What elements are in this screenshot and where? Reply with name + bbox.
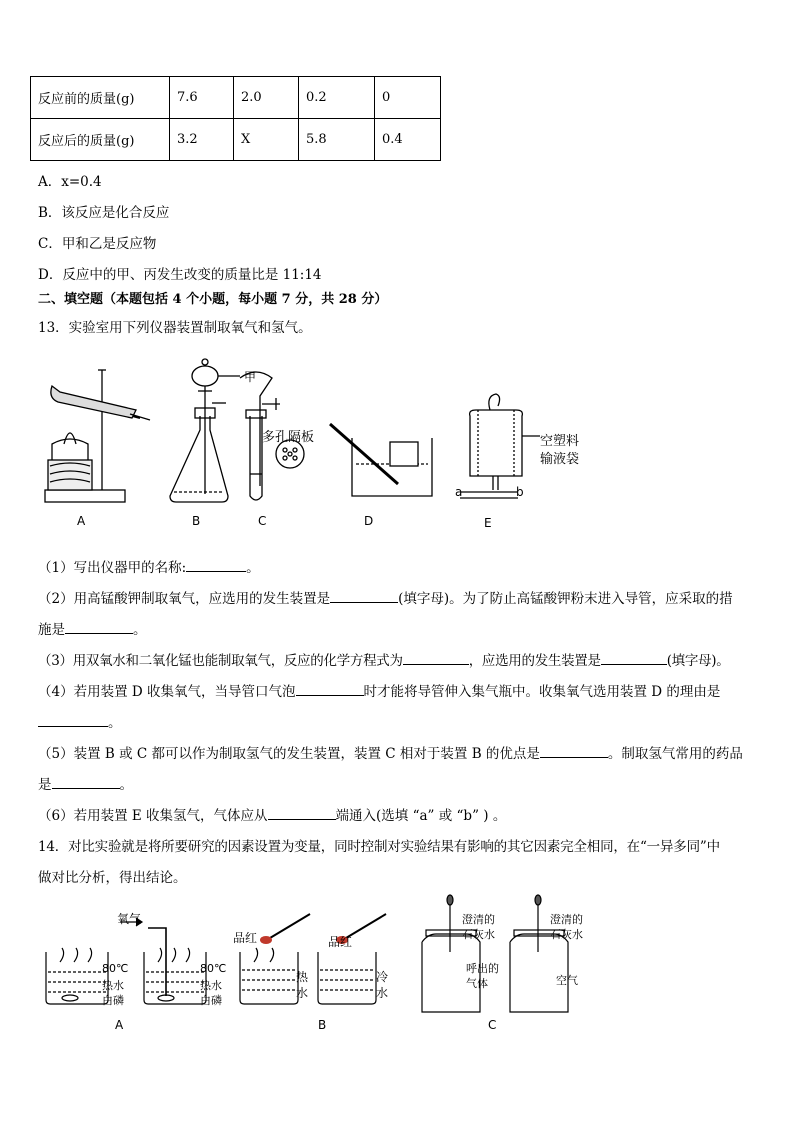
fig-label-temp-a: 80℃: [102, 962, 129, 975]
answer-blank[interactable]: [38, 714, 108, 727]
answer-blank[interactable]: [601, 652, 667, 665]
answer-blank[interactable]: [268, 807, 336, 820]
table-cell: 0.4: [375, 119, 441, 161]
fig-label-porous: 多孔隔板: [262, 430, 315, 445]
fig-label-pinhong-2: 品红: [328, 935, 353, 949]
text: 。: [119, 777, 133, 793]
fig-label-bag1: 空塑料: [540, 434, 580, 449]
answer-blank[interactable]: [540, 745, 608, 758]
q13-part4-cont: [38, 711, 122, 731]
table-cell: 反应后的质量(g): [31, 119, 170, 161]
table-cell: 5.8: [299, 119, 375, 161]
fig-label-e: E: [484, 516, 492, 530]
fig-label-pinhong-1: 品红: [233, 931, 258, 945]
option-b: B．该反应是化合反应: [38, 205, 170, 221]
fig-label-lime-1a: 澄清的: [462, 913, 495, 926]
answer-blank[interactable]: [186, 559, 246, 572]
q13-part1: [38, 556, 260, 576]
q13-stem: 13．实验室用下列仪器装置制取氧气和氢气。: [38, 320, 312, 336]
fig-label-hotwater-a: 热水: [102, 979, 124, 992]
option-d: D．反应中的甲、丙发生改变的质量比是 11:14: [38, 267, 322, 283]
text: 。: [108, 715, 122, 731]
q13-part6: [38, 804, 506, 824]
fig-label-jia: 甲: [244, 370, 257, 384]
table-cell: 0: [375, 77, 441, 119]
fig-label-b-port: b: [516, 485, 524, 499]
table-cell: 反应前的质量(g): [31, 77, 170, 119]
q14-stem-line2: 做对比分析，得出结论。: [38, 870, 187, 886]
table-cell: 3.2: [170, 119, 234, 161]
fig-label-a: A: [77, 514, 86, 528]
answer-blank[interactable]: [403, 652, 469, 665]
answer-blank[interactable]: [52, 776, 120, 789]
text: 施是: [38, 622, 65, 638]
fig-label-hot-water: 水: [296, 986, 309, 1000]
option-a: A．x=0.4: [38, 174, 102, 190]
fig-label-q14-a: A: [115, 1018, 124, 1032]
q14-stem-line1: 14．对比实验就是将所要研究的因素设置为变量，同时控制对实验结果有影响的其它因素完全相同，在“一异多同”中: [38, 839, 720, 855]
text: 。: [246, 560, 260, 576]
fig-label-q14-c: C: [488, 1018, 497, 1032]
fig-label-c: C: [258, 514, 267, 528]
section-heading: 二、填空题（本题包括 4 个小题，每小题 7 分，共 28 分）: [38, 292, 388, 307]
text: (填字母)。为了防止高锰酸钾粉末进入导管，应采取的措: [398, 591, 733, 607]
q13-part5-cont: [38, 773, 133, 793]
fig-label-d: D: [364, 514, 374, 528]
q13-part3: [38, 649, 729, 669]
q13-part5: [38, 742, 743, 762]
fig-label-b: B: [192, 514, 201, 528]
text: 。: [133, 622, 147, 638]
fig-label-exhaled-1: 呼出的: [466, 962, 499, 975]
answer-blank[interactable]: [296, 683, 364, 696]
fig-label-lime-2b: 石灰水: [550, 928, 583, 941]
fig-label-lime-1b: 石灰水: [462, 928, 495, 941]
q13-part4: [38, 680, 720, 700]
text: 端通入(选填 “a” 或 “b” ) 。: [335, 808, 507, 824]
fig-label-air: 空气: [556, 974, 578, 987]
answer-blank[interactable]: [330, 590, 398, 603]
fig-label-phosphorus-b: 白磷: [200, 994, 222, 1007]
table-cell: 0.2: [299, 77, 375, 119]
text: （1）写出仪器甲的名称:: [38, 560, 187, 576]
fig-label-bag2: 输液袋: [540, 452, 580, 467]
fig-label-cold: 冷: [376, 970, 389, 984]
fig-label-exhaled-2: 气体: [466, 977, 488, 990]
table-cell: X: [234, 119, 299, 161]
answer-blank[interactable]: [65, 621, 133, 634]
table-row: [31, 119, 441, 161]
fig-label-hot: 热: [296, 970, 309, 984]
mass-table: [30, 76, 441, 161]
text: 时才能将导管伸入集气瓶中。收集氧气选用装置 D 的理由是: [363, 684, 721, 700]
fig-label-lime-2a: 澄清的: [550, 913, 583, 926]
table-row: [31, 77, 441, 119]
text: （3）用双氧水和二氧化锰也能制取氧气，反应的化学方程式为: [38, 653, 403, 669]
text: （2）用高锰酸钾制取氧气，应选用的发生装置是: [38, 591, 331, 607]
q13-part2: [38, 587, 733, 607]
text: （4）若用装置 D 收集氧气，当导管口气泡: [38, 684, 296, 700]
fig-label-q14-b: B: [318, 1018, 327, 1032]
table-cell: 2.0: [234, 77, 299, 119]
text: 。制取氢气常用的药品: [607, 746, 743, 762]
q13-apparatus-figure: [40, 356, 600, 526]
fig-label-hotwater-b: 热水: [200, 979, 222, 992]
text: 是: [38, 777, 52, 793]
q13-part2-cont: [38, 618, 147, 638]
fig-label-oxygen: 氧气: [117, 912, 142, 926]
table-cell: 7.6: [170, 77, 234, 119]
fig-label-phosphorus-a: 白磷: [102, 994, 124, 1007]
fig-label-cold-water: 水: [376, 986, 389, 1000]
text: （5）装置 B 或 C 都可以作为制取氢气的发生装置，装置 C 相对于装置 B 的优点是: [38, 746, 540, 762]
fig-label-a-port: a: [455, 485, 463, 499]
text: ，应选用的发生装置是: [468, 653, 601, 669]
fig-label-temp-b: 80℃: [200, 962, 227, 975]
text: (填字母)。: [666, 653, 730, 669]
option-c: C．甲和乙是反应物: [38, 236, 157, 252]
text: （6）若用装置 E 收集氢气，气体应从: [38, 808, 268, 824]
